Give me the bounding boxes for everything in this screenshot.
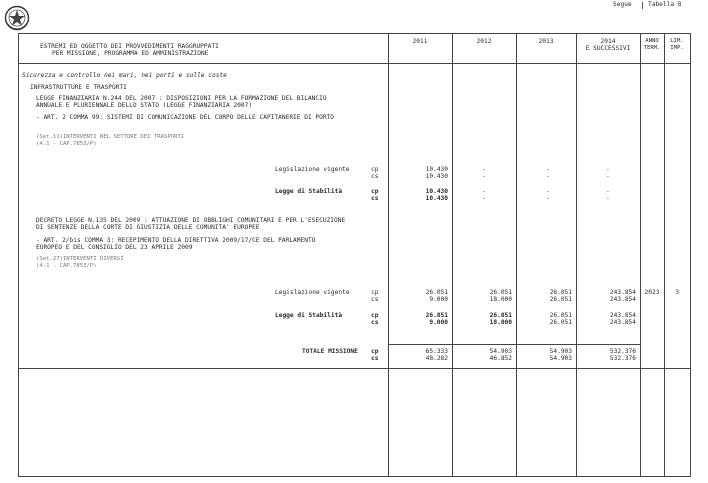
provv1-settore-line1: (Set.11)INTERVENTI NEL SETTORE DEI TRASPORTI (36, 134, 185, 140)
provv2-ls-2011-cp: 26.051 (425, 312, 448, 319)
provv2-stabilita-cp: cp (371, 312, 379, 319)
provv2-title-line2: DI SENTENZE DELLA CORTE DI GIUSTIZIA DELLE COMUNITA' EUROPEE (36, 224, 260, 231)
totale-2014-cs: 532.376 (609, 355, 636, 362)
totale-2012-cp: 54.903 (489, 348, 512, 355)
provv2-lv-2013-cs: 26.051 (549, 296, 572, 303)
provv2-lv-2013-cp: 26.051 (549, 289, 572, 296)
provv1-lv-2011-cs: 10.430 (425, 173, 448, 180)
provv2-lv-2011-cs: 9.000 (429, 296, 448, 303)
table-top-border (18, 33, 690, 34)
table-ref: Tabella 8 (648, 1, 682, 8)
provv2-ls-2011-cs: 9.000 (429, 319, 448, 326)
table-left-border (18, 33, 19, 477)
lim-imp-header: LIM. (670, 38, 684, 44)
provv2-lv-2012-cp: 26.051 (489, 289, 512, 296)
provv2-lv-2014-cp: 243.854 (609, 289, 636, 296)
program-title: INFRASTRUTTURE E TRASPORTI (30, 84, 127, 91)
provv2-title-line1: DECRETO LEGGE N.135 DEL 2009 : ATTUAZIONE DI OBBLIGHI COMUNITARI E PER L'ESECUZIONE (36, 217, 346, 224)
col-divider-lim (664, 33, 665, 477)
provv1-stabilita-cp: cp (371, 188, 379, 195)
lim-imp-header-sub: IMP. (670, 45, 684, 51)
year-2013-header: 2013 (538, 38, 554, 45)
year-2014-header: 2014 (600, 38, 616, 45)
provv1-stabilita-cs: cs (371, 195, 379, 202)
provv1-lv-2014-cs: - (606, 173, 610, 180)
provv2-lv-2014-cs: 243.854 (609, 296, 636, 303)
column-title-line2: PER MISSIONE, PROGRAMMA ED AMMINISTRAZIONE (52, 50, 209, 57)
provv1-lv-2013-cp: - (546, 166, 550, 173)
totale-separator (388, 344, 640, 345)
provv1-ls-2012-cs: - (482, 195, 486, 202)
provv1-ls-2012-cp: - (482, 188, 486, 195)
provv2-ls-2014-cp: 243.854 (609, 312, 636, 319)
totale-cp: cp (371, 348, 379, 355)
provv2-stabilita-cs: cs (371, 319, 379, 326)
provv2-article-line2: EUROPEO E DEL CONSIGLIO DEL 23 APRILE 2009 (36, 244, 193, 251)
provv1-ls-2011-cp: 10.430 (425, 188, 448, 195)
col-divider-2014 (576, 33, 577, 477)
provv1-ls-2014-cs: - (606, 195, 610, 202)
provv2-ls-2013-cp: 26.051 (549, 312, 572, 319)
year-2014-header-sub: E SUCCESSIVI (585, 45, 631, 52)
provv2-leg-vigente-cs: cs (371, 296, 379, 303)
provv1-lv-2014-cp: - (606, 166, 610, 173)
totale-2014-cp: 532.376 (609, 348, 636, 355)
provv2-ls-2012-cs: 18.000 (489, 319, 512, 326)
segue-label: Segue (613, 1, 632, 8)
provv1-settore-line2: (4.1 - CAP.7853/P) (36, 141, 97, 147)
totale-2013-cp: 54.903 (549, 348, 572, 355)
provv1-title-line1: LEGGE FINANZIARIA N.244 DEL 2007 : DISPOSIZIONI PER LA FORMAZIONE DEL BILANCIO (36, 95, 327, 102)
provv1-article: - ART. 2 COMMA 99: SISTEMI DI COMUNICAZIONE DEL CORPO DELLE CAPITANERIE DI PORTO (36, 114, 335, 121)
mission-title: Sicurezza e controllo nei mari, nei porti e sulle coste (22, 72, 227, 79)
table-right-border (690, 33, 691, 477)
totale-2012-cs: 46.852 (489, 355, 512, 362)
state-emblem-icon (4, 5, 30, 31)
totale-bottom-border (18, 368, 690, 369)
provv1-leg-vigente-label: Legislazione vigente (275, 166, 350, 173)
provv1-leg-vigente-cs: cs (371, 173, 379, 180)
header-bottom-border (18, 63, 690, 64)
provv1-ls-2013-cs: - (546, 195, 550, 202)
col-divider-2012 (452, 33, 453, 477)
provv2-settore-line2: (4.1 - CAP.7853/P) (36, 263, 97, 269)
provv2-stabilita-label: Legge di Stabilità (275, 312, 343, 319)
provv1-ls-2011-cs: 10.430 (425, 195, 448, 202)
header-divider (642, 2, 643, 9)
provv2-settore-line1: (Set.27)INTERVENTI DIVERSI (36, 256, 124, 262)
provv1-ls-2014-cp: - (606, 188, 610, 195)
provv1-leg-vigente-cp: cp (371, 166, 379, 173)
col-divider-anno (640, 33, 641, 477)
totale-cs: cs (371, 355, 379, 362)
provv2-anno-term: 2023 (644, 289, 660, 296)
provv2-lv-2011-cp: 26.051 (425, 289, 448, 296)
provv2-ls-2012-cp: 26.051 (489, 312, 512, 319)
totale-2011-cp: 65.333 (425, 348, 448, 355)
col-divider-2013 (516, 33, 517, 477)
anno-term-header-sub: TERM. (643, 45, 661, 51)
totale-missione-label: TOTALE MISSIONE (302, 348, 358, 355)
totale-2013-cs: 54.903 (549, 355, 572, 362)
provv1-lv-2012-cp: - (482, 166, 486, 173)
anno-term-header: ANNO (645, 38, 659, 44)
provv1-title-line2: ANNUALE E PLURIENNALE DELLO STATO (LEGGE FINANZIARIA 2007) (36, 102, 253, 109)
provv2-article-line1: - ART. 2/bis COMMA 3: RECEPIMENTO DELLA DIRETTIVA 2009/17/CE DEL PARLAMENTO (36, 237, 316, 244)
provv1-lv-2011-cp: 10.430 (425, 166, 448, 173)
provv1-stabilita-label: Legge di Stabilità (275, 188, 343, 195)
provv2-leg-vigente-label: Legislazione vigente (275, 289, 350, 296)
provv2-leg-vigente-cp: cp (371, 289, 379, 296)
provv1-lv-2013-cs: - (546, 173, 550, 180)
provv2-ls-2014-cs: 243.854 (609, 319, 636, 326)
provv2-ls-2013-cs: 26.051 (549, 319, 572, 326)
column-title-line1: ESTREMI ED OGGETTO DEI PROVVEDIMENTI RAGGRUPPATI (40, 43, 219, 50)
totale-2011-cs: 48.282 (425, 355, 448, 362)
provv2-lv-2012-cs: 18.000 (489, 296, 512, 303)
year-2012-header: 2012 (476, 38, 492, 45)
provv2-lim-imp: 3 (675, 289, 679, 296)
table-bottom-border (18, 476, 690, 477)
provv1-ls-2013-cp: - (546, 188, 550, 195)
provv1-lv-2012-cs: - (482, 173, 486, 180)
year-2011-header: 2011 (412, 38, 428, 45)
col-divider-2011 (388, 33, 389, 477)
